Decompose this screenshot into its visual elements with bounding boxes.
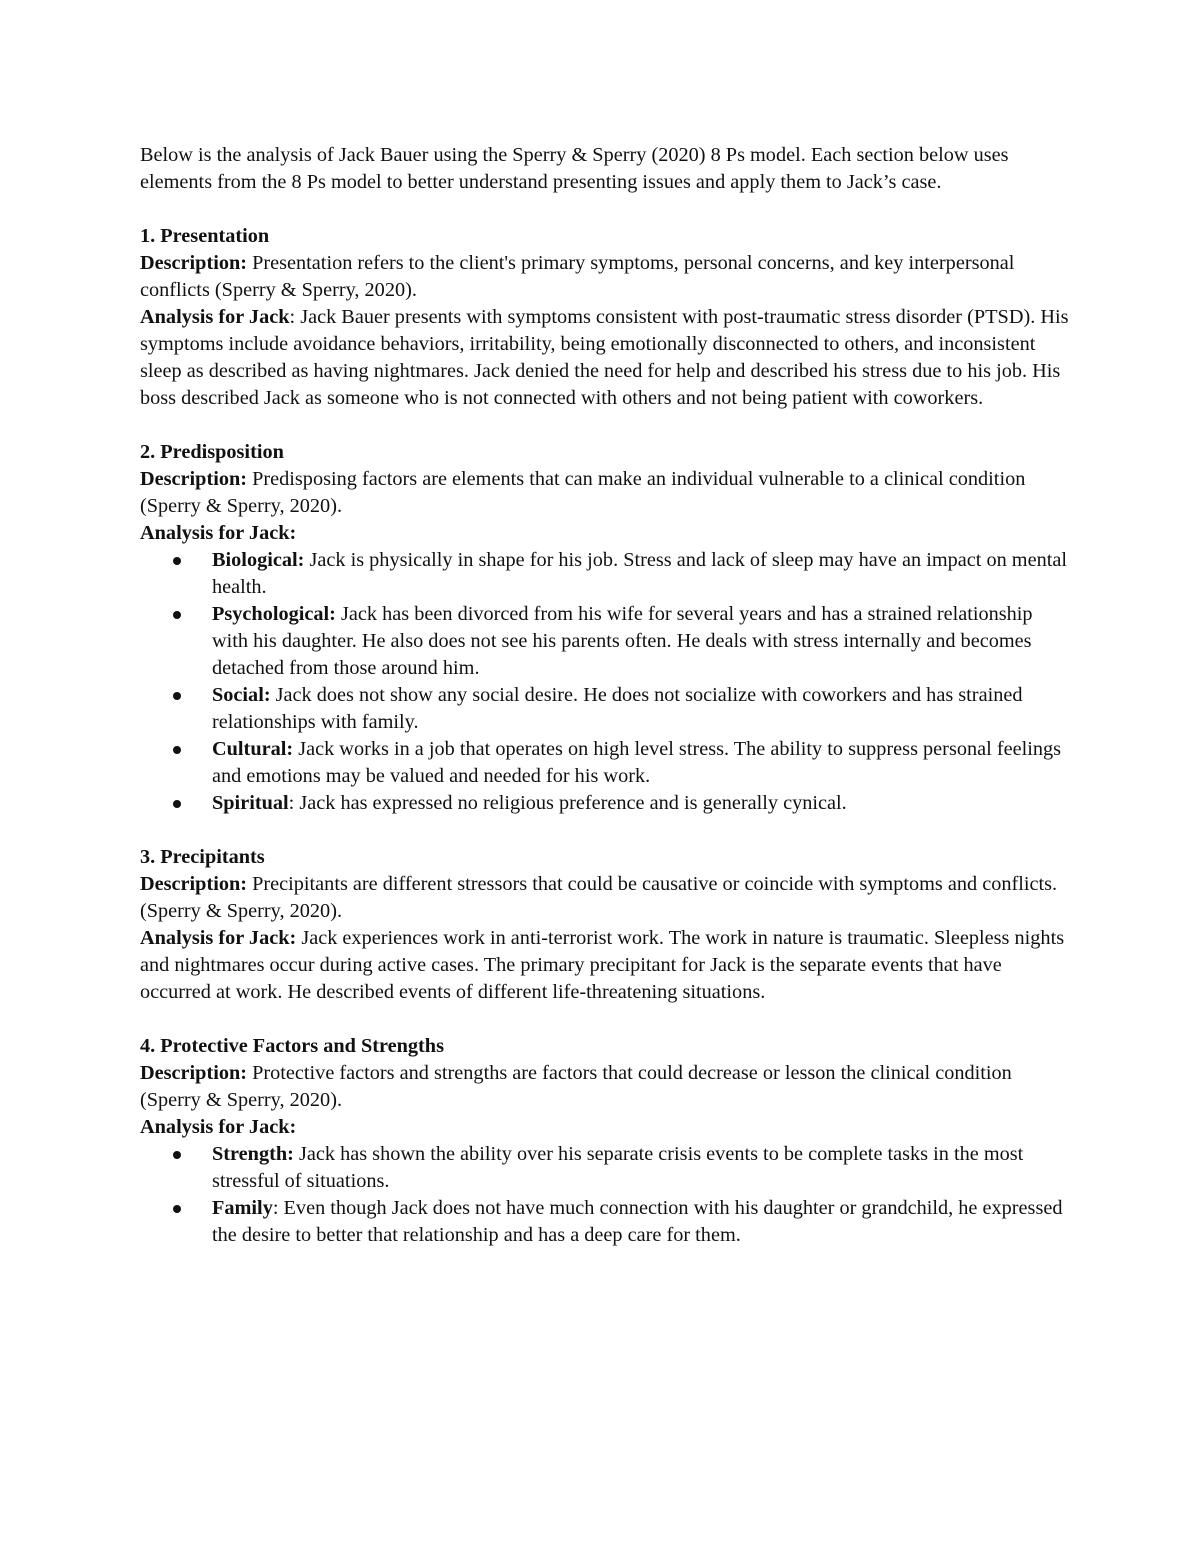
analysis-label: Analysis for Jack: [140,1116,297,1138]
heading-number: 2. [140,441,156,463]
description-text: Predisposing factors are elements that can make an individual vulnerable to a clinical condition (Sperry & Sperry, 2020). [140,468,1026,517]
analysis-paragraph [140,304,1070,412]
item-text: Jack has been divorced from his wife for several years and has a strained relationship with his daughter. He also does not see his parents often. He deals with stress internally and becomes detached from those around him. [212,603,1033,679]
list-item [140,547,1070,601]
section-precipitants [140,844,1070,1006]
bullet-icon [173,1151,181,1159]
bullet-icon [173,800,181,808]
description-paragraph [140,466,1070,520]
list-item [140,601,1070,682]
description-paragraph [140,871,1070,925]
section-heading [140,439,1070,466]
heading-title: Predisposition [155,441,284,463]
description-label: Description: [140,1062,248,1084]
description-text: Protective factors and strengths are factors that could decrease or lesson the clinical condition (Sperry & Sperry, 2020). [140,1062,1012,1111]
section-presentation [140,223,1070,412]
analysis-label: Analysis for Jack: [140,522,297,544]
list-item [140,1195,1070,1249]
item-label: Family [212,1197,273,1219]
item-label: Psychological: [212,603,336,625]
item-label: Cultural: [212,738,294,760]
analysis-text: Jack experiences work in anti-terrorist work. The work in nature is traumatic. Sleepless nights and nightmares occur during active cases. The primary precipitant for Jack is the separate events that have occurred at work. He described events of different life-threatening situations. [140,927,1065,1003]
document-page [140,142,1070,1249]
analysis-paragraph [140,925,1070,1006]
analysis-text: : Jack Bauer presents with symptoms consistent with post-traumatic stress disorder (PTSD). His symptoms include avoidance behaviors, irritability, being emotionally disconnected to others, and inconsistent sleep as described as having nightmares. Jack denied the need for help and described his stress due to his job. His boss described Jack as someone who is not connected with others and not being patient with coworkers. [140,306,1069,409]
description-text: Precipitants are different stressors that could be causative or coincide with symptoms and conflicts. (Sperry & Sperry, 2020). [140,873,1058,922]
description-label: Description: [140,252,248,274]
section-heading: 1. Presentation [140,225,270,247]
section-heading: 4. Protective Factors and Strengths [140,1035,444,1057]
bullet-icon [173,1205,181,1213]
item-label: Strength: [212,1143,294,1165]
item-text: Jack does not show any social desire. He does not socialize with coworkers and has strained relationships with family. [212,684,1023,733]
item-text: Jack has shown the ability over his separate crisis events to be complete tasks in the most stressful of situations. [212,1143,1024,1192]
analysis-label: Analysis for Jack [140,306,290,328]
bullet-icon [173,557,181,565]
factor-list [140,547,1070,817]
bullet-icon [173,746,181,754]
description-label: Description: [140,873,248,895]
list-item [140,682,1070,736]
section-protective-factors [140,1033,1070,1249]
list-item [140,736,1070,790]
section-predisposition [140,439,1070,817]
bullet-icon [173,611,181,619]
strength-list [140,1141,1070,1249]
item-text: : Jack has expressed no religious preference and is generally cynical. [288,792,847,814]
analysis-label: Analysis for Jack: [140,927,297,949]
list-item [140,790,1070,817]
description-paragraph [140,250,1070,304]
item-label: Social: [212,684,271,706]
bullet-icon [173,692,181,700]
list-item [140,1141,1070,1195]
description-label: Description: [140,468,248,490]
item-label: Biological: [212,549,305,571]
item-text: Jack is physically in shape for his job. Stress and lack of sleep may have an impact on mental health. [212,549,1067,598]
description-text: Presentation refers to the client's primary symptoms, personal concerns, and key interpersonal conflicts (Sperry & Sperry, 2020). [140,252,1015,301]
item-text: Jack works in a job that operates on high level stress. The ability to suppress personal feelings and emotions may be valued and needed for his work. [212,738,1062,787]
item-text: : Even though Jack does not have much connection with his daughter or grandchild, he expressed the desire to better that relationship and has a deep care for them. [212,1197,1063,1246]
section-heading: 3. Precipitants [140,846,265,868]
intro-paragraph: Below is the analysis of Jack Bauer using the Sperry & Sperry (2020) 8 Ps model. Each section below uses elements from the 8 Ps model to better understand presenting issues and apply them to Jack’s case. [140,144,1009,193]
description-paragraph [140,1060,1070,1114]
item-label: Spiritual [212,792,289,814]
